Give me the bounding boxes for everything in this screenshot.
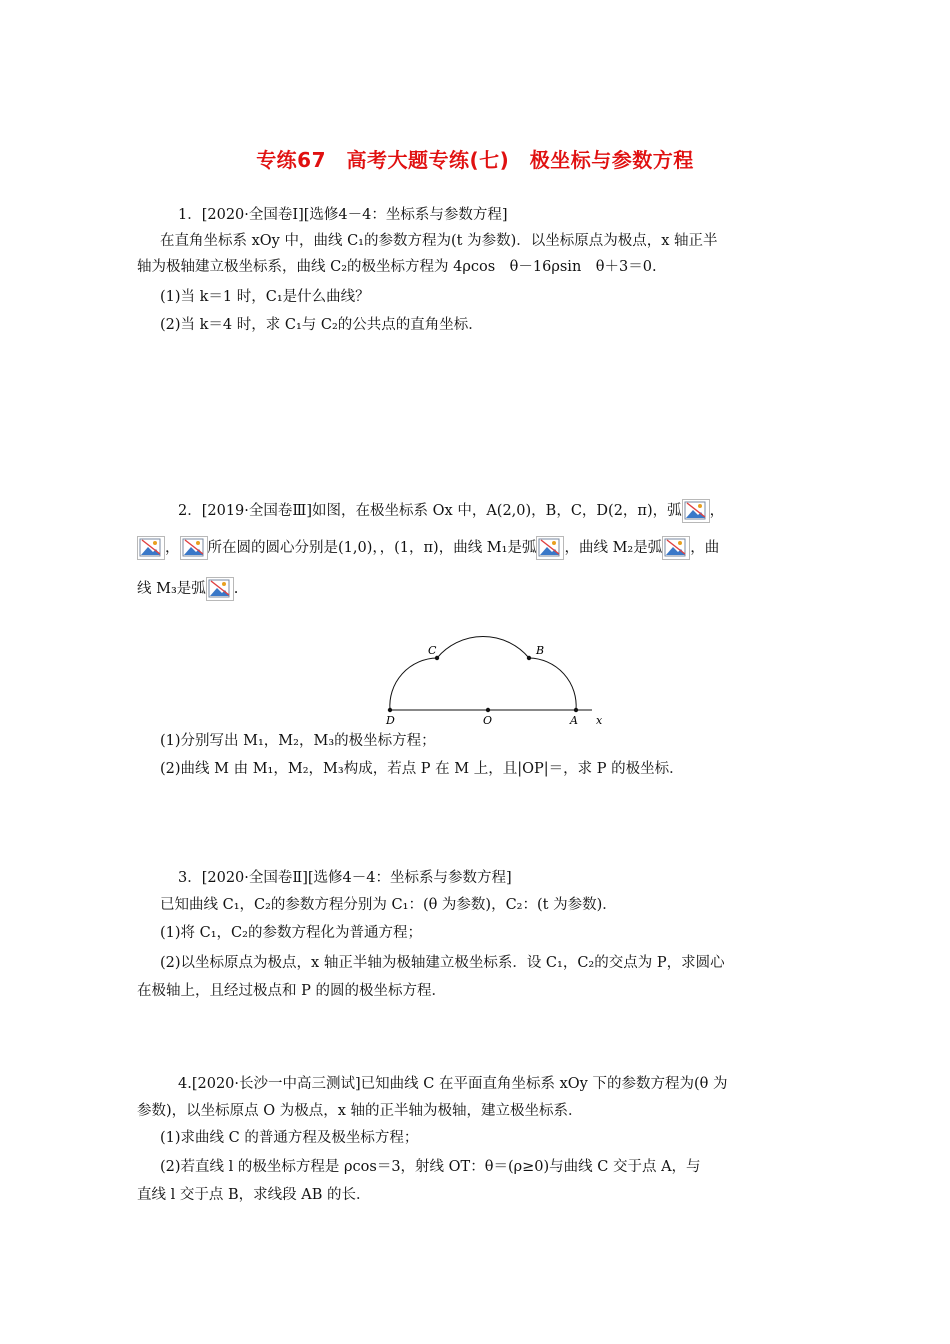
broken-image-icon <box>180 536 208 560</box>
polar-curve-figure <box>380 610 620 730</box>
label-o: O <box>483 714 493 727</box>
q3-part2a: (2)以坐标原点为极点，x 轴正半轴为极轴建立极坐标系．设 C₁，C₂的交点为 P，求圆心 <box>160 955 725 971</box>
q3-part2b: 在极轴上，且经过极点和 P 的圆的极坐标方程． <box>137 983 446 999</box>
q1-part2: (2)当 k＝4 时，求 C₁与 C₂的公共点的直角坐标． <box>160 317 483 333</box>
broken-image-icon <box>137 536 165 560</box>
broken-image-icon <box>536 536 564 560</box>
q2-line3-text: 线 M₃是弧 <box>137 581 206 597</box>
q2-line1 <box>178 499 724 523</box>
q2-line2 <box>137 536 719 560</box>
q1-line1: 在直角坐标系 xOy 中，曲线 C₁的参数方程为(t 为参数)．以坐标原点为极点，x 轴正半 <box>160 233 718 249</box>
q2-part1: (1)分别写出 M₁，M₂，M₃的极坐标方程； <box>160 733 436 749</box>
label-d: D <box>386 714 395 727</box>
page-title: 专练67 高考大题专练(七) 极坐标与参数方程 <box>256 148 694 172</box>
arc-ba <box>529 658 576 710</box>
arc-cb <box>437 637 529 658</box>
q2-line3 <box>137 577 238 601</box>
label-x: x <box>596 714 603 727</box>
q2-line1-comma: ， <box>709 503 725 519</box>
point-b <box>527 656 531 660</box>
q1-part1: (1)当 k＝1 时，C₁是什么曲线？ <box>160 289 370 305</box>
arc-dc <box>390 658 437 710</box>
q3-header: 3．[2020·全国卷Ⅱ][选修4－4：坐标系与参数方程] <box>178 870 512 886</box>
q2-line1-text: 2．[2019·全国卷Ⅲ]如图，在极坐标系 Ox 中，A(2,0)，B，C，D(2，π)，弧 <box>178 503 682 519</box>
broken-image-icon <box>662 536 690 560</box>
q2-line2-text: 所在圆的圆心分别是(1,0)，，(1，π)，曲线 M₁是弧 <box>207 540 537 556</box>
q1-line2: 轴为极轴建立极坐标系，曲线 C₂的极坐标方程为 4ρcos θ－16ρsin θ＋3＝0. <box>137 259 657 275</box>
q4-part1: (1)求曲线 C 的普通方程及极坐标方程； <box>160 1130 419 1146</box>
q4-line1: 4.[2020·长沙一中高三测试]已知曲线 C 在平面直角坐标系 xOy 下的参数方程为(θ 为 <box>178 1076 728 1092</box>
point-d <box>388 708 392 712</box>
q3-part1: (1)将 C₁，C₂的参数方程化为普通方程； <box>160 925 422 941</box>
q2-line2-text2: ，曲线 M₂是弧 <box>564 540 663 556</box>
label-c: C <box>428 644 437 657</box>
q4-part2b: 直线 l 交于点 B，求线段 AB 的长． <box>137 1187 371 1203</box>
broken-image-icon <box>682 499 710 523</box>
q2-part2: (2)曲线 M 由 M₁，M₂，M₃构成，若点 P 在 M 上，且|OP|＝，求 P 的极坐标． <box>160 761 684 777</box>
q2-line2-text3: ，曲 <box>690 540 720 556</box>
point-o <box>486 708 490 712</box>
q2-line2-comma: ， <box>165 540 180 556</box>
label-a: A <box>570 714 578 727</box>
point-a <box>574 708 578 712</box>
q1-header: 1．[2020·全国卷Ⅰ][选修4－4：坐标系与参数方程] <box>178 207 508 223</box>
q2-line3-period: . <box>233 581 239 597</box>
q3-line1: 已知曲线 C₁，C₂的参数方程分别为 C₁：(θ 为参数)，C₂：(t 为参数)． <box>160 897 617 913</box>
label-b: B <box>536 644 545 657</box>
broken-image-icon <box>206 577 234 601</box>
q4-line2: 参数)，以坐标原点 O 为极点，x 轴的正半轴为极轴，建立极坐标系． <box>137 1103 583 1119</box>
q4-part2a: (2)若直线 l 的极坐标方程是 ρcos＝3，射线 OT：θ＝(ρ≥0)与曲线 C 交于点 A，与 <box>160 1159 701 1175</box>
